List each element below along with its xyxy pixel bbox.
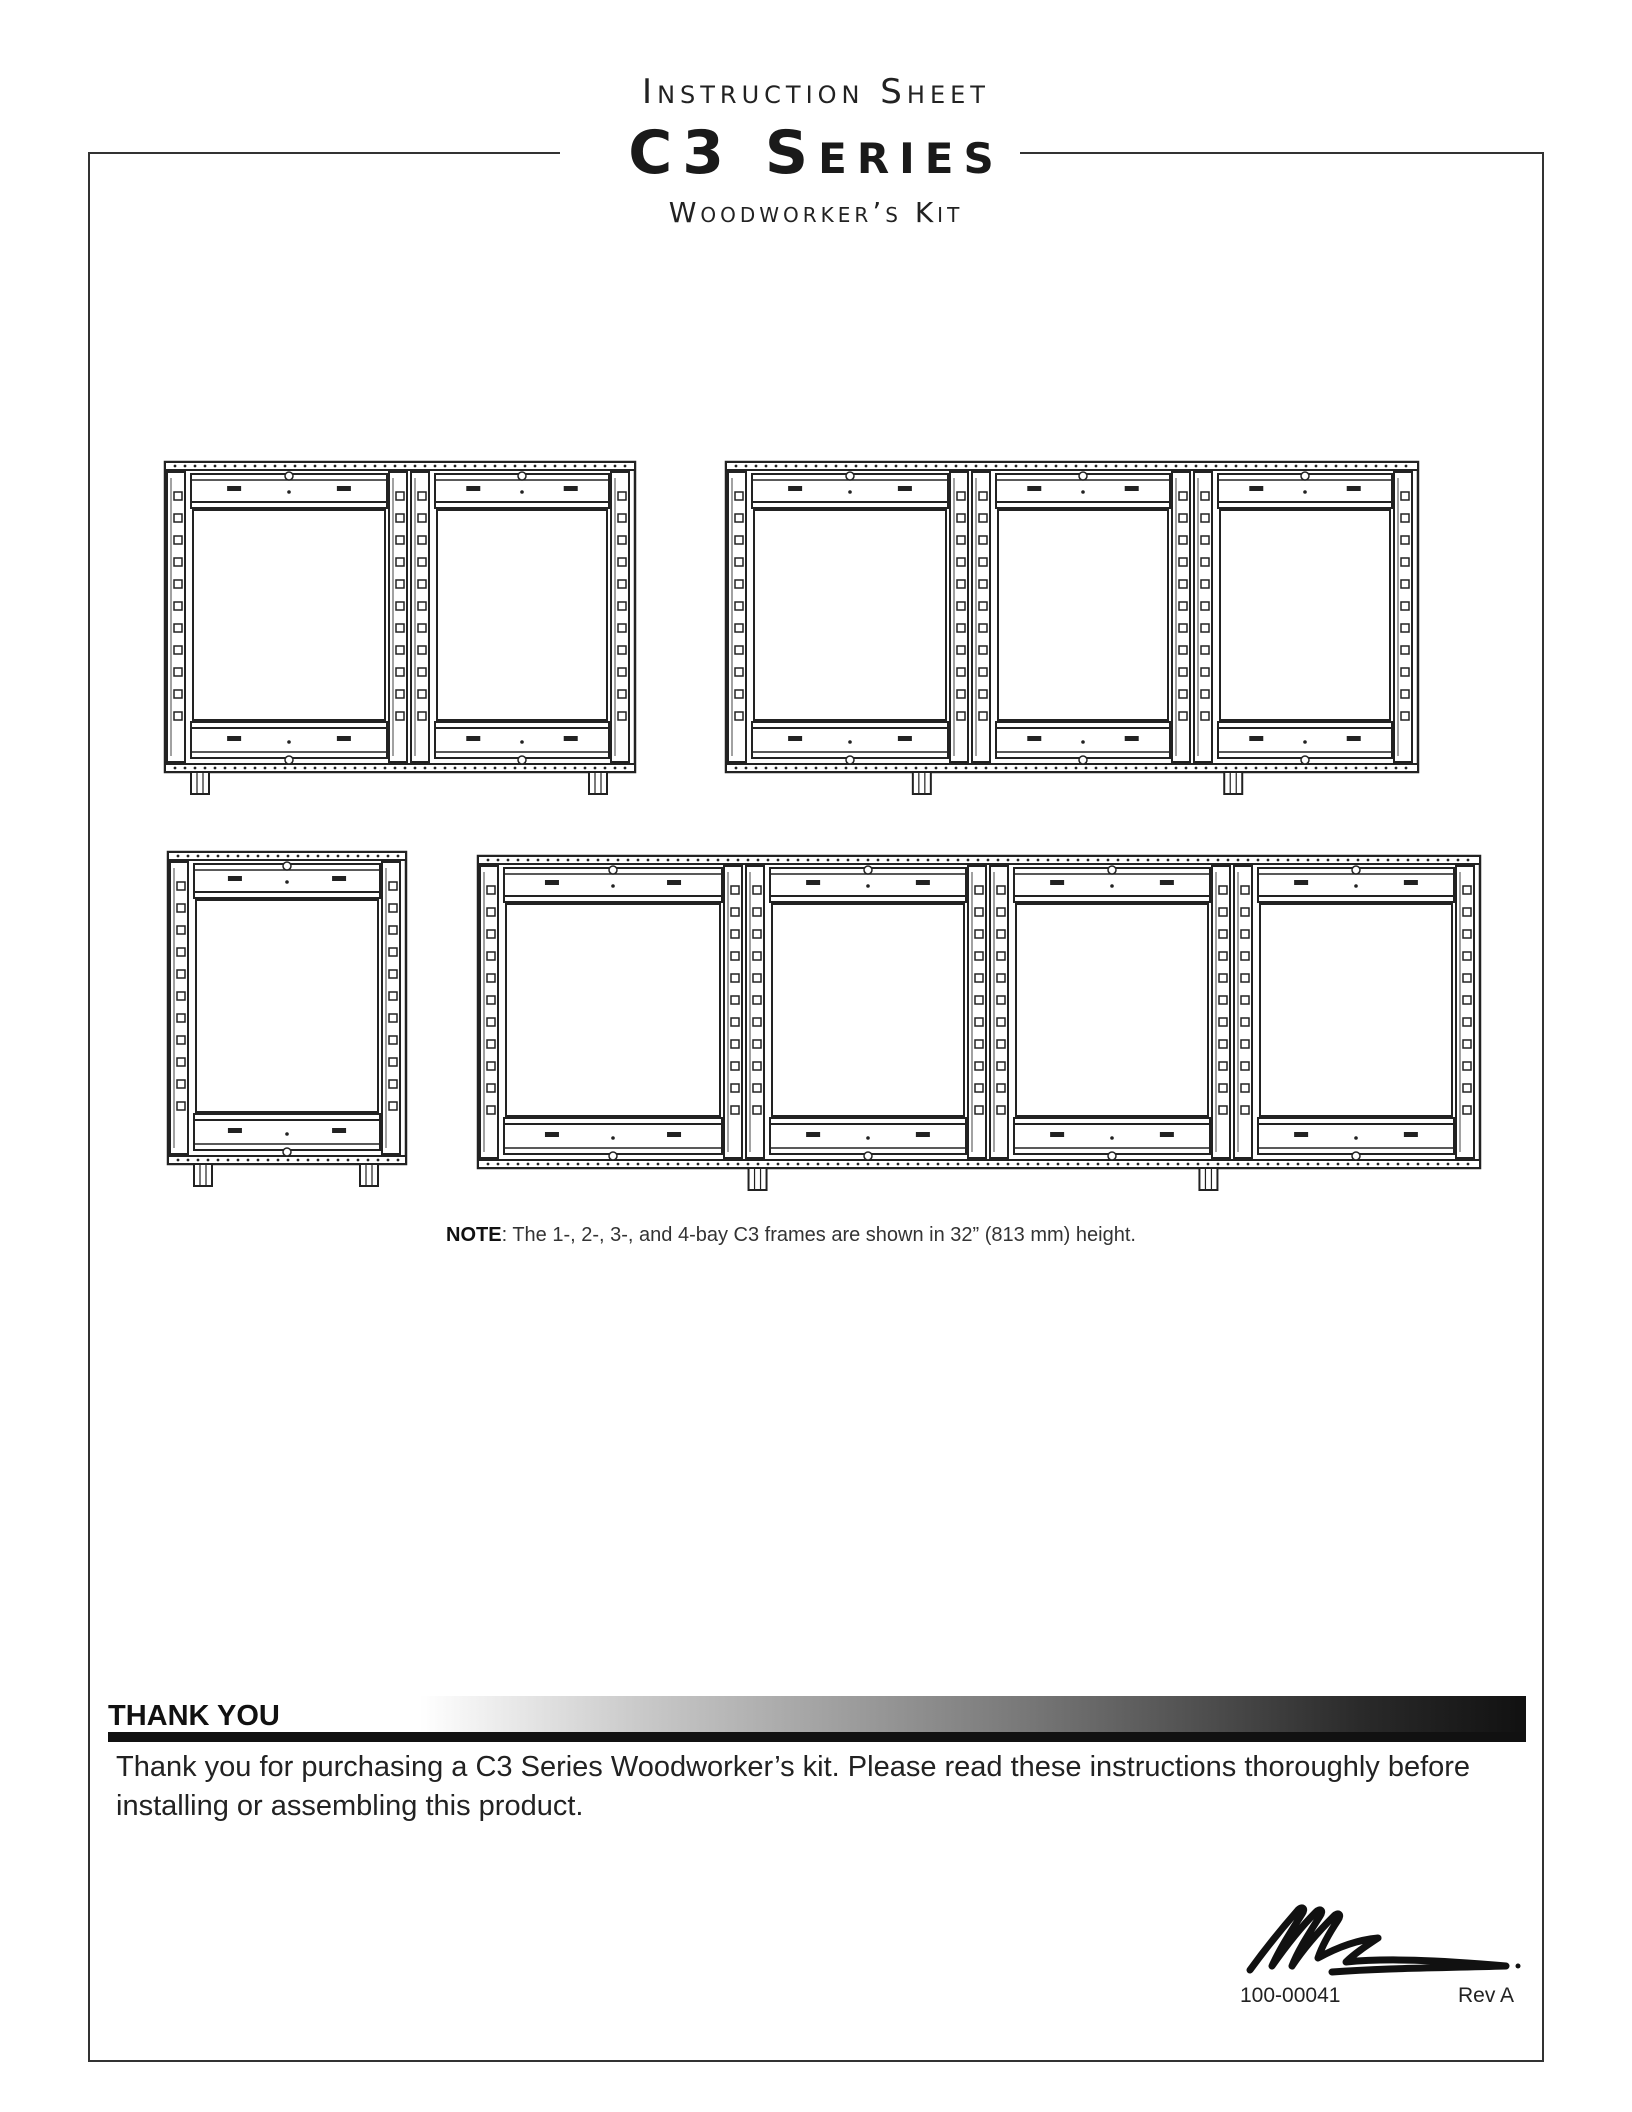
frame-1-bay [168, 852, 406, 1186]
note-label: NOTE [446, 1224, 502, 1246]
title-kit: Woodworker’s Kit [668, 196, 964, 229]
thank-you-heading: THANK YOU [108, 1700, 280, 1732]
thank-you-body: Thank you for purchasing a C3 Series Woodworker’s kit. Please read these instructions thoroughly before installing or assembling this product. [116, 1751, 1471, 1822]
figure-note [446, 1224, 1136, 1247]
frame-4-bay [478, 856, 1480, 1190]
frame-3-bay [726, 462, 1418, 794]
document-number: 100-00041 [1240, 1984, 1341, 2007]
note-text: : The 1-, 2-, 3-, and 4-bay C3 frames are shown in 32” (813 mm) height. [501, 1224, 1136, 1246]
thank-you-rule [108, 1732, 1526, 1742]
frame-2-bay [165, 462, 635, 794]
thank-you-gradient-bar [420, 1696, 1526, 1736]
title-instruction-sheet: Instruction Sheet [642, 72, 990, 112]
brand-logo [1236, 1896, 1532, 1986]
title-series: C3 Series [628, 118, 1004, 188]
revision-label: Rev A [1458, 1984, 1515, 2007]
